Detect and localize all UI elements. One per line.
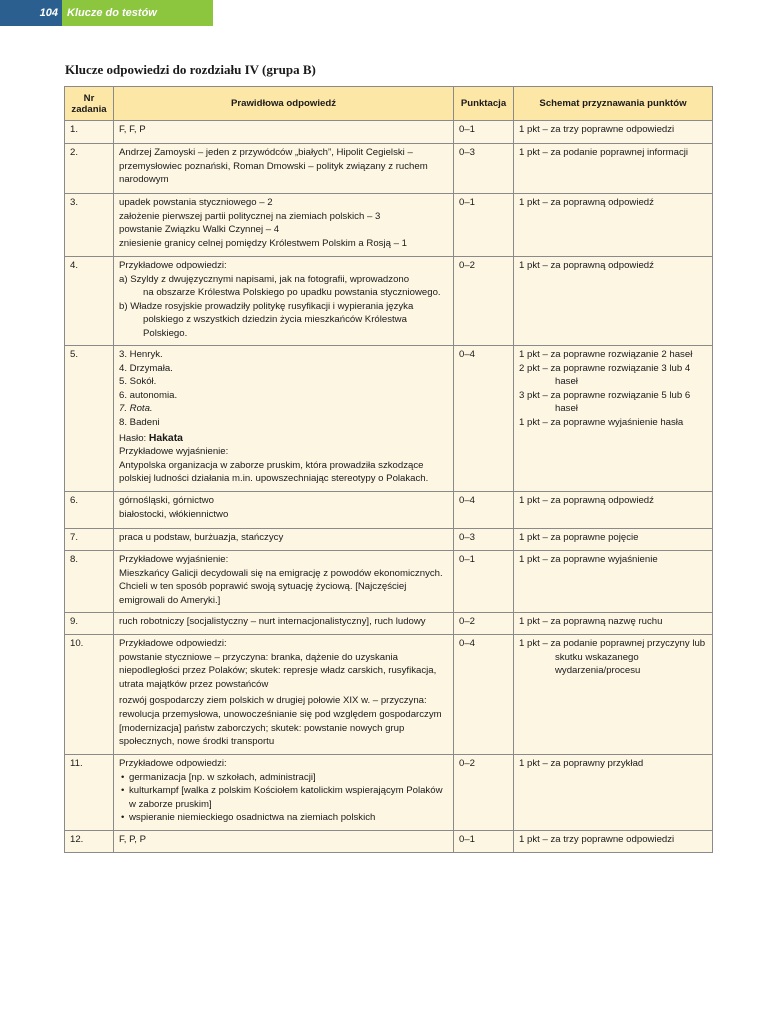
points-cell: 0–2: [454, 613, 514, 635]
answer-cell: Przykładowe odpowiedzi: a) Szyldy z dwujęzycznymi napisami, jak na fotografii, wprowadzono na obszarze Królestwa Polskiego po upadku powstania styczniowego. b) Władze rosyjskie prowadziły politykę rusyfikacji i wypierania języka polskiego z wszystkich dziedzin życia mieszkańców Królestwa Polskiego.: [114, 257, 454, 346]
points-cell: 0–4: [454, 635, 514, 755]
answer-key-table: [64, 86, 713, 853]
table-row: [65, 635, 713, 755]
bullet-item: • kulturkampf [walka z polskim Kościołem katolickim wspierającym Polaków w zaborze pruskim]: [119, 784, 448, 811]
answer-cell: Przykładowe odpowiedzi: powstanie styczniowe – przyczyna: branka, dążenie do uzyskania niepodległości przez Polaków; skutek: represje władz carskich, rusyfikacja, utrata majątków przez powstańców rozwój gospodarczy ziem polskich w drugiej połowie XIX w. – przyczyna: rewolucja przemysłowa, unowocześnianie się pod względem gospodarczym [modernizacja] państw zaborczych; skutek: powstanie nowych grup społecznych, nowe środki transportu: [114, 635, 454, 755]
answer-cell: 3. Henryk. 4. Drzymała. 5. Sokół. 6. autonomia. 7. Rota. 8. Badeni Hasło: Hakata Przykładowe wyjaśnienie: Antypolska organizacja w zaborze pruskim, która prowadziła szkodzące polskiej ludności działania m.in. upowszechniając stereotypy o Polakach.: [114, 346, 454, 492]
scheme-cell: 1 pkt – za poprawną odpowiedź: [514, 492, 713, 529]
scheme-cell: 1 pkt – za poprawne wyjaśnienie: [514, 551, 713, 613]
points-cell: 0–3: [454, 144, 514, 194]
answer-cell: górnośląski, górnictwo białostocki, włókiennictwo: [114, 492, 454, 529]
points-cell: 0–1: [454, 551, 514, 613]
table-row: [65, 257, 713, 346]
points-cell: 0–4: [454, 346, 514, 492]
points-cell: 0–1: [454, 121, 514, 144]
header-points: Punktacja: [454, 87, 514, 121]
haslo: Hasło: Hakata: [119, 432, 183, 444]
answer-cell: F, P, P: [114, 831, 454, 853]
task-number: 9.: [65, 613, 114, 635]
table-row: [65, 492, 713, 529]
page-header: [0, 0, 213, 26]
table-row: [65, 613, 713, 635]
scheme-cell: 1 pkt – za poprawne pojęcie: [514, 529, 713, 551]
header-scheme: Schemat przyznawania punktów: [514, 87, 713, 121]
table-row: [65, 346, 713, 492]
table-row: [65, 831, 713, 853]
points-cell: 0–4: [454, 492, 514, 529]
scheme-cell: 1 pkt – za trzy poprawne odpowiedzi: [514, 831, 713, 853]
table-row: [65, 551, 713, 613]
task-number: 12.: [65, 831, 114, 853]
task-number: 10.: [65, 635, 114, 755]
task-number: 6.: [65, 492, 114, 529]
scheme-cell: 1 pkt – za poprawną odpowiedź: [514, 194, 713, 257]
points-cell: 0–2: [454, 257, 514, 346]
header-nr: Nr zadania: [65, 87, 114, 121]
points-cell: 0–1: [454, 194, 514, 257]
bullet-item: • wspieranie niemieckiego osadnictwa na ziemiach polskich: [119, 811, 448, 825]
task-number: 1.: [65, 121, 114, 144]
table-row: [65, 194, 713, 257]
answer-cell: Przykładowe odpowiedzi: • germanizacja [np. w szkołach, administracji] • kulturkampf [walka z polskim Kościołem katolickim wspierającym Polaków w zaborze pruskim] • wspieranie niemieckiego osadnictwa na ziemiach polskich: [114, 755, 454, 831]
scheme-cell: 1 pkt – za poprawną nazwę ruchu: [514, 613, 713, 635]
scheme-cell: 1 pkt – za trzy poprawne odpowiedzi: [514, 121, 713, 144]
scheme-cell: 1 pkt – za poprawną odpowiedź: [514, 257, 713, 346]
points-cell: 0–3: [454, 529, 514, 551]
page-number: 104: [0, 0, 62, 26]
points-cell: 0–1: [454, 831, 514, 853]
task-number: 4.: [65, 257, 114, 346]
scheme-cell: 1 pkt – za poprawny przykład: [514, 755, 713, 831]
section-title: Klucze odpowiedzi do rozdziału IV (grupa B): [65, 62, 316, 77]
table-row: [65, 144, 713, 194]
task-number: 8.: [65, 551, 114, 613]
points-cell: 0–2: [454, 755, 514, 831]
scheme-cell: 1 pkt – za podanie poprawnej przyczyny lub skutku wskazanego wydarzenia/procesu: [514, 635, 713, 755]
table-row: [65, 755, 713, 831]
answer-cell: ruch robotniczy [socjalistyczny – nurt internacjonalistyczny], ruch ludowy: [114, 613, 454, 635]
task-number: 7.: [65, 529, 114, 551]
task-number: 3.: [65, 194, 114, 257]
scheme-cell: 1 pkt – za podanie poprawnej informacji: [514, 144, 713, 194]
task-number: 2.: [65, 144, 114, 194]
answer-cell: F, F, P: [114, 121, 454, 144]
scheme-cell: 1 pkt – za poprawne rozwiązanie 2 haseł 2 pkt – za poprawne rozwiązanie 3 lub 4 haseł 3 pkt – za poprawne rozwiązanie 5 lub 6 haseł 1 pkt – za poprawne wyjaśnienie hasła: [514, 346, 713, 492]
task-number: 11.: [65, 755, 114, 831]
task-number: 5.: [65, 346, 114, 492]
table-header-row: [65, 87, 713, 121]
header-answer: Prawidłowa odpowiedź: [114, 87, 454, 121]
table-row: [65, 529, 713, 551]
header-title: Klucze do testów: [62, 0, 213, 26]
answer-cell: Przykładowe wyjaśnienie: Mieszkańcy Galicji decydowali się na emigrację z powodów ekonomicznych. Chcieli w ten sposób poprawić swoją sytuację życiową. [Najczęściej emigrowali do Ameryki.]: [114, 551, 454, 613]
answer-cell: Andrzej Zamoyski – jeden z przywódców „białych”, Hipolit Cegielski – przemysłowiec poznański, Roman Dmowski – polityk związany z ruchem narodowym: [114, 144, 454, 194]
table-row: [65, 121, 713, 144]
bullet-item: • germanizacja [np. w szkołach, administracji]: [119, 771, 448, 785]
answer-cell: upadek powstania styczniowego – 2 założenie pierwszej partii politycznej na ziemiach polskich – 3 powstanie Związku Walki Czynnej – 4 zniesienie granicy celnej pomiędzy Królestwem Polskim a Rosją – 1: [114, 194, 454, 257]
answer-cell: praca u podstaw, burżuazja, stańczycy: [114, 529, 454, 551]
